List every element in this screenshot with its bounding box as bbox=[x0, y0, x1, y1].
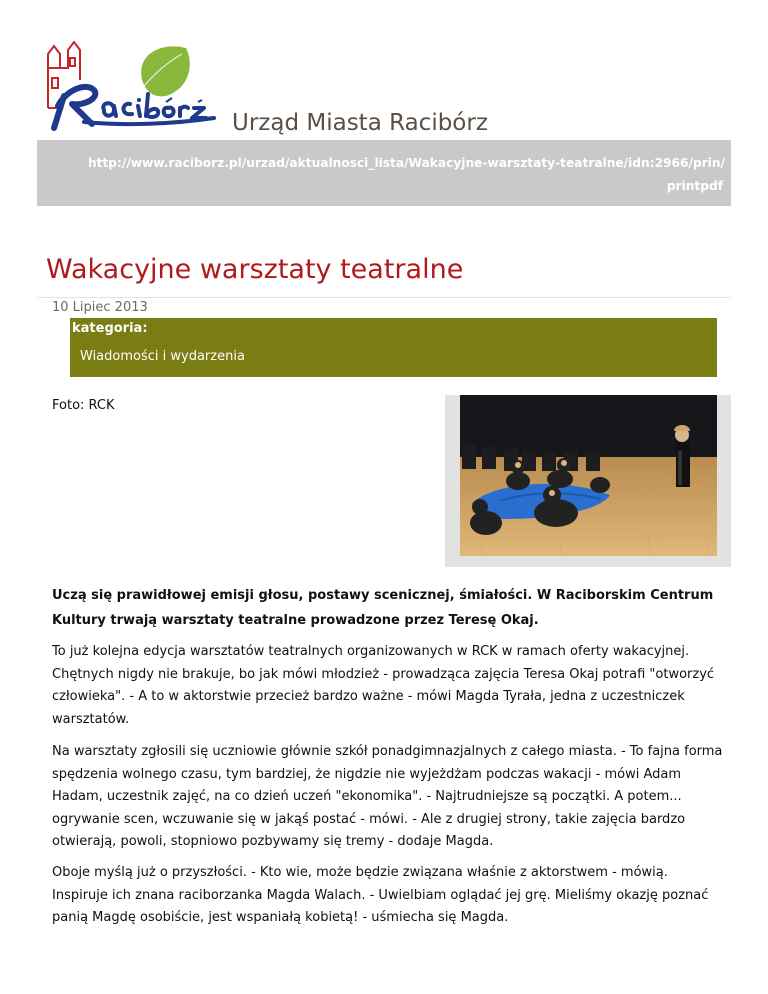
article-lead: Uczą się prawidłowej emisji głosu, postawy scenicznej, śmiałości. W Raciborskim Centrum Kultury trwają warsztaty teatralne prowadzone przez Teresę Okaj. bbox=[52, 588, 714, 628]
url-bar bbox=[37, 140, 731, 206]
article-paragraph-1: To już kolejna edycja warsztatów teatralnych organizowanych w RCK w ramach oferty wakacyjnej. Chętnych nigdy nie brakuje, bo jak mówi młodzież - prowadząca zajęcia Teresa Okaj potrafi "otworzyć człowieka". - A to w aktorstwie przecież bardzo ważne - mówi Magda Tyrała, jedna z uczestniczek warsztatów. bbox=[52, 644, 715, 727]
site-name: Urząd Miasta Racibórz bbox=[232, 110, 488, 136]
article-paragraph-2: Na warsztaty zgłosili się uczniowie głównie szkół ponadgimnazjalnych z całego miasta. - To fajna forma spędzenia wolnego czasu, tym bardziej, że nigdzie nie wyjeżdżam podczas wakacji - mówi Adam Hadam, uczestnik zajęć, na co dzień uczeń "ekonomika". - Najtrudniejsze są początki. A potem... ogrywanie scen, wczuwanie się w jakąś postać - mówi. - Ale z drugiej strony, takie zajęcia bardzo otwierają, powoli, stopniowo pozbywamy się tremy - dodaje Magda. bbox=[52, 744, 723, 849]
url-line-2[interactable]: printpdf bbox=[666, 179, 723, 193]
article-photo bbox=[445, 395, 731, 567]
url-line-1[interactable]: http://www.raciborz.pl/urzad/aktualnosci_lista/Wakacyjne-warsztaty-teatralne/idn:2966/prin/ bbox=[87, 156, 725, 170]
photo-caption: Foto: RCK bbox=[52, 398, 115, 413]
category-box bbox=[70, 318, 717, 377]
category-label: kategoria: bbox=[72, 321, 148, 336]
category-value[interactable]: Wiadomości i wydarzenia bbox=[80, 349, 245, 364]
article-date: 10 Lipiec 2013 bbox=[52, 300, 148, 315]
raciborz-logo bbox=[44, 40, 220, 132]
logo-graphic bbox=[44, 40, 220, 132]
article-title: Wakacyjne warsztaty teatralne bbox=[46, 254, 464, 285]
article-paragraph-3: Oboje myślą już o przyszłości. - Kto wie, może będzie związana właśnie z aktorstwem - mówią. Inspiruje ich znana raciborzanka Magda Walach. - Uwielbiam oglądać jej grę. Mieliśmy okazję poznać panią Magdę osobiście, jest wspaniałą kobietą! - uśmiecha się Magda. bbox=[52, 865, 709, 925]
theatre-workshop-photo bbox=[460, 395, 717, 556]
divider bbox=[37, 297, 731, 298]
